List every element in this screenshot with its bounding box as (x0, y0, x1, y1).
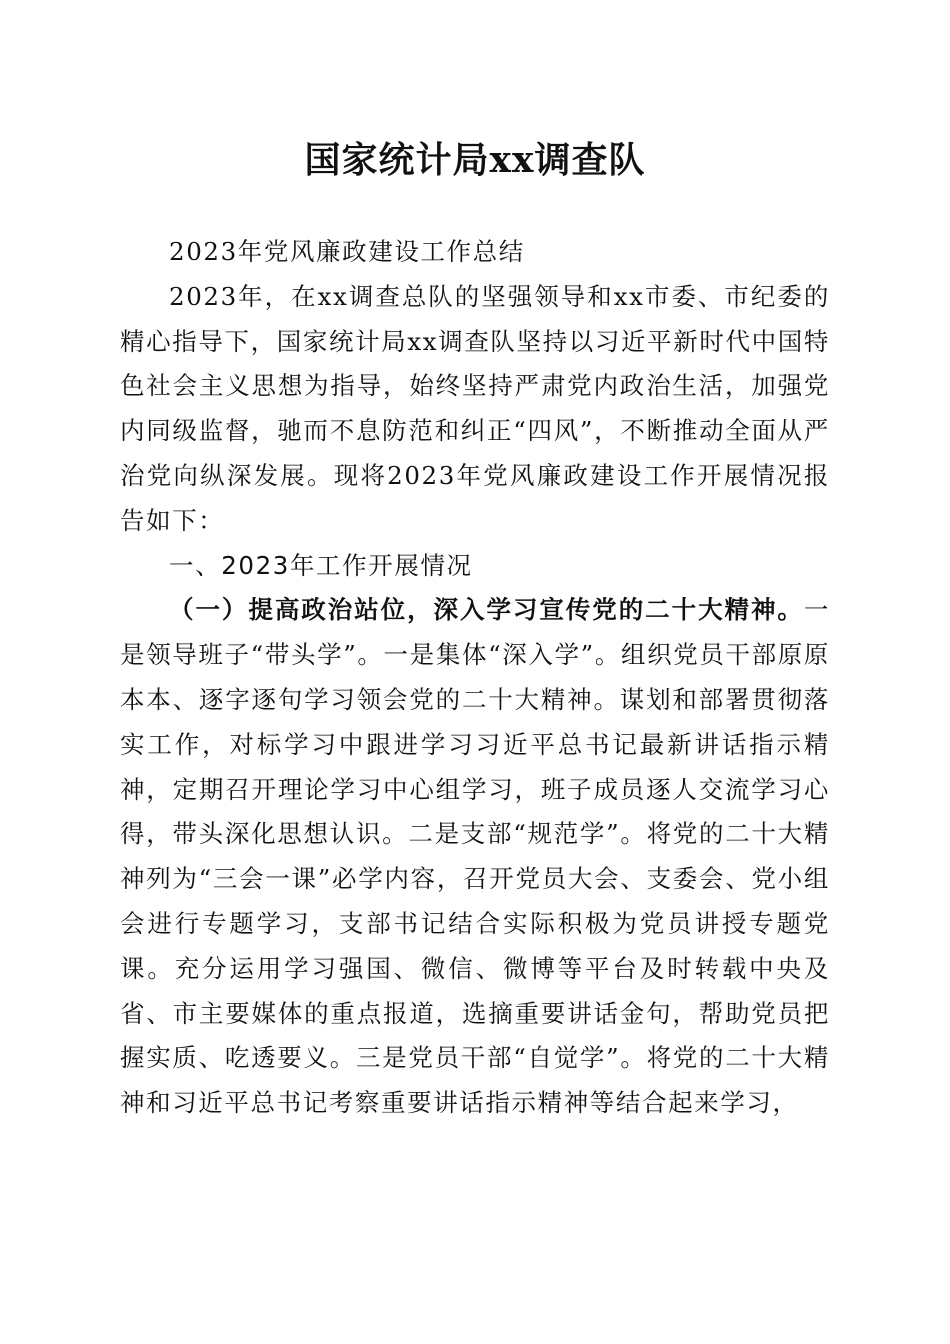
subsection-paragraph (120, 588, 830, 1126)
subsection-lead: （一）提高政治站位，深入学习宣传党的二十大精神。 (169, 595, 804, 625)
document-body (120, 230, 830, 1126)
intro-paragraph: 2023年，在xx调查总队的坚强领导和xx市委、市纪委的精心指导下，国家统计局xx调查队坚持以习近平新时代中国特色社会主义思想为指导，始终坚持严肃党内政治生活，加强党内同级监督，驰而不息防范和纠正“四风”，不断推动全面从严治党向纵深发展。现将2023年党风廉政建设工作开展情况报告如下： (120, 281, 830, 535)
section-heading: 一、2023年工作开展情况 (169, 550, 473, 580)
subsection-body: 一是领导班子“带头学”。一是集体“深入学”。组织党员干部原原本本、逐字逐句学习领会党的二十大精神。谋划和部署贯彻落实工作，对标学习中跟进学习习近平总书记最新讲话指示精神，定期召开理论学习中心组学习，班子成员逐人交流学习心得，带头深化思想认识。二是支部“规范学”。将党的二十大精神列为“三会一课”必学内容，召开党员大会、支委会、党小组会进行专题学习，支部书记结合实际积极为党员讲授专题党课。充分运用学习强国、微信、微博等平台及时转载中央及省、市主要媒体的重点报道，选摘重要讲话金句，帮助党员把握实质、吃透要义。三是党员干部“自觉学”。将党的二十大精神和习近平总书记考察重要讲话指示精神等结合起来学习， (120, 595, 830, 1118)
document-title: 国家统计局xx调查队 (304, 139, 646, 181)
document-subtitle: 2023年党风廉政建设工作总结 (169, 237, 525, 266)
